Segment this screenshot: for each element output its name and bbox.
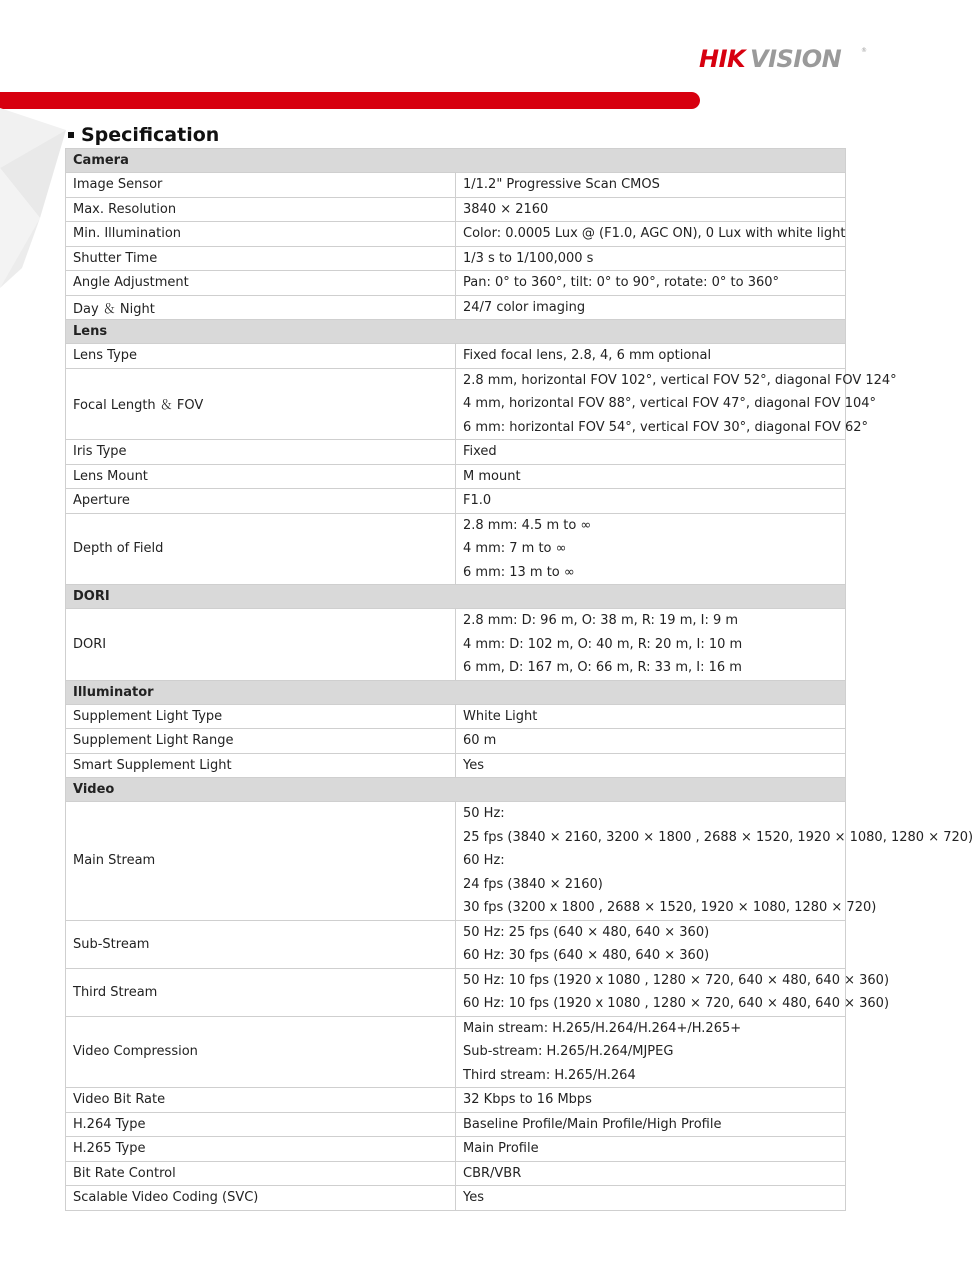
spec-row: [66, 729, 846, 754]
spec-row: [66, 704, 846, 729]
spec-value-line: Baseline Profile/Main Profile/High Profile: [463, 1116, 722, 1132]
spec-label: Shutter Time: [66, 246, 456, 271]
spec-value: [456, 344, 846, 369]
spec-row: [66, 609, 846, 681]
spec-value-line: 6 mm: horizontal FOV 54°, vertical FOV 30°, diagonal FOV 62°: [463, 419, 868, 435]
spec-value-line: 25 fps (3840 × 2160, 3200 × 1800 , 2688 × 1520, 1920 × 1080, 1280 × 720): [463, 829, 973, 845]
spec-row: [66, 1088, 846, 1113]
spec-label: Lens Type: [66, 344, 456, 369]
spec-row: [66, 753, 846, 778]
spec-label: H.265 Type: [66, 1137, 456, 1162]
spec-label: Angle Adjustment: [66, 271, 456, 296]
spec-row: [66, 489, 846, 514]
section-header-row: [66, 680, 846, 704]
spec-value-line: 24/7 color imaging: [463, 299, 586, 315]
spec-row: [66, 344, 846, 369]
spec-value-line: 2.8 mm: D: 96 m, O: 38 m, R: 19 m, I: 9 m: [463, 613, 739, 628]
spec-label: Main Stream: [66, 802, 456, 921]
spec-row: [66, 440, 846, 465]
spec-row: [66, 464, 846, 489]
spec-row: [66, 920, 846, 968]
spec-value-line: 60 Hz: 10 fps (1920 x 1080 , 1280 × 720, 640 × 480, 640 × 360): [463, 996, 890, 1011]
hikvision-logo: [698, 40, 868, 74]
spec-value: [456, 1161, 846, 1186]
spec-value-line: 60 Hz:: [463, 853, 505, 868]
spec-value-line: 4 mm, horizontal FOV 88°, vertical FOV 47°, diagonal FOV 104°: [463, 396, 877, 411]
spec-value-line: 50 Hz: 10 fps (1920 x 1080 , 1280 × 720, 640 × 480, 640 × 360): [463, 972, 890, 988]
spec-label: Third Stream: [66, 968, 456, 1016]
spec-label: Supplement Light Range: [66, 729, 456, 754]
spec-value: [456, 295, 846, 320]
spec-value: [456, 197, 846, 222]
spec-row: [66, 1112, 846, 1137]
spec-value: [456, 1016, 846, 1088]
spec-label: Sub-Stream: [66, 920, 456, 968]
spec-value-line: 50 Hz:: [463, 806, 505, 821]
spec-value: [456, 802, 973, 921]
spec-table: [65, 148, 973, 1211]
spec-value: [456, 729, 846, 754]
spec-row: [66, 968, 846, 1016]
spec-value-line: 3840 × 2160: [463, 201, 549, 217]
page-heading: [68, 124, 219, 146]
spec-label: Iris Type: [66, 440, 456, 465]
spec-row: [66, 1137, 846, 1162]
svg-text:VISION: VISION: [750, 45, 842, 73]
spec-value-line: Yes: [463, 1190, 484, 1205]
section-title: Camera: [66, 149, 846, 173]
spec-value-line: 1/3 s to 1/100,000 s: [463, 250, 594, 266]
spec-row: [66, 1186, 846, 1211]
spec-value-line: 6 mm, D: 167 m, O: 66 m, R: 33 m, I: 16 m: [463, 660, 742, 675]
spec-row: [66, 246, 846, 271]
spec-value: [456, 464, 846, 489]
section-header-row: [66, 320, 846, 344]
spec-label: Depth of Field: [66, 513, 456, 585]
spec-label: Max. Resolution: [66, 197, 456, 222]
spec-label: Video Bit Rate: [66, 1088, 456, 1113]
section-header-row: [66, 149, 846, 173]
spec-label: Supplement Light Type: [66, 704, 456, 729]
spec-value-line: Pan: 0° to 360°, tilt: 0° to 90°, rotate: 0° to 360°: [463, 275, 780, 290]
section-header-row: [66, 778, 846, 802]
spec-value-line: 30 fps (3200 x 1800 , 2688 × 1520, 1920 × 1080, 1280 × 720): [463, 900, 877, 915]
spec-label: Min. Illumination: [66, 222, 456, 247]
spec-value-line: Color: 0.0005 Lux @ (F1.0, AGC ON), 0 Lux with white light: [463, 226, 846, 241]
svg-text:HIK: HIK: [699, 45, 746, 73]
section-header-row: [66, 585, 846, 609]
spec-value: [456, 489, 846, 514]
spec-value-line: Fixed: [463, 444, 497, 459]
spec-value: [456, 368, 897, 440]
page-title: Specification: [81, 124, 220, 146]
spec-value-line: Yes: [463, 757, 484, 773]
spec-label: Lens Mount: [66, 464, 456, 489]
spec-row: [66, 1161, 846, 1186]
spec-label: Bit Rate Control: [66, 1161, 456, 1186]
spec-value-line: 2.8 mm: 4.5 m to ∞: [463, 517, 592, 533]
section-title: Illuminator: [66, 680, 846, 704]
spec-row: [66, 1016, 846, 1088]
spec-value-line: M mount: [463, 468, 521, 484]
spec-value: [456, 246, 846, 271]
spec-label: Day ＆ Night: [66, 295, 456, 320]
spec-value: [456, 704, 846, 729]
spec-value-line: Main Profile: [463, 1141, 539, 1156]
spec-row: [66, 222, 846, 247]
spec-label: DORI: [66, 609, 456, 681]
section-title: DORI: [66, 585, 846, 609]
spec-value: [456, 222, 846, 247]
spec-value: [456, 271, 846, 296]
spec-value-line: 24 fps (3840 × 2160): [463, 876, 603, 892]
spec-value: [456, 920, 846, 968]
spec-value-line: 4 mm: D: 102 m, O: 40 m, R: 20 m, I: 10 m: [463, 636, 743, 652]
spec-row: [66, 802, 846, 921]
spec-value-line: Third stream: H.265/H.264: [463, 1067, 636, 1083]
spec-value: [456, 968, 890, 1016]
spec-value: [456, 513, 846, 585]
spec-value-line: Main stream: H.265/H.264/H.264+/H.265+: [463, 1020, 742, 1036]
spec-label: H.264 Type: [66, 1112, 456, 1137]
spec-value-line: 60 Hz: 30 fps (640 × 480, 640 × 360): [463, 948, 710, 963]
spec-row: [66, 513, 846, 585]
spec-value: [456, 609, 846, 681]
section-title: Lens: [66, 320, 846, 344]
spec-value-line: Fixed focal lens, 2.8, 4, 6 mm optional: [463, 348, 712, 363]
spec-value: [456, 1112, 846, 1137]
spec-value-line: White Light: [463, 708, 538, 724]
spec-row: [66, 295, 846, 320]
spec-value-line: CBR/VBR: [463, 1165, 522, 1181]
spec-label: Image Sensor: [66, 173, 456, 198]
spec-value-line: 60 m: [463, 733, 497, 748]
spec-value-line: Sub-stream: H.265/H.264/MJPEG: [463, 1044, 674, 1059]
spec-label: Smart Supplement Light: [66, 753, 456, 778]
spec-value: [456, 173, 846, 198]
spec-value-line: 2.8 mm, horizontal FOV 102°, vertical FOV 52°, diagonal FOV 124°: [463, 372, 897, 388]
spec-value: [456, 753, 846, 778]
spec-label: Video Compression: [66, 1016, 456, 1088]
spec-value: [456, 1088, 846, 1113]
spec-value-line: 4 mm: 7 m to ∞: [463, 541, 567, 556]
spec-value-line: 1/1.2" Progressive Scan CMOS: [463, 177, 660, 192]
spec-row: [66, 197, 846, 222]
spec-label: Scalable Video Coding (SVC): [66, 1186, 456, 1211]
spec-row: [66, 271, 846, 296]
header-accent-bar: [0, 92, 700, 109]
spec-value-line: 6 mm: 13 m to ∞: [463, 564, 575, 580]
spec-value-line: 50 Hz: 25 fps (640 × 480, 640 × 360): [463, 924, 710, 940]
spec-label: Focal Length ＆ FOV: [66, 368, 456, 440]
spec-label: Aperture: [66, 489, 456, 514]
spec-value: [456, 440, 846, 465]
spec-row: [66, 173, 846, 198]
spec-value: [456, 1186, 846, 1211]
spec-value: [456, 1137, 846, 1162]
spec-value-line: F1.0: [463, 493, 492, 508]
svg-text:®: ®: [861, 47, 867, 54]
section-title: Video: [66, 778, 846, 802]
spec-row: [66, 368, 846, 440]
spec-value-line: 32 Kbps to 16 Mbps: [463, 1092, 592, 1107]
bullet-icon: [68, 132, 74, 138]
